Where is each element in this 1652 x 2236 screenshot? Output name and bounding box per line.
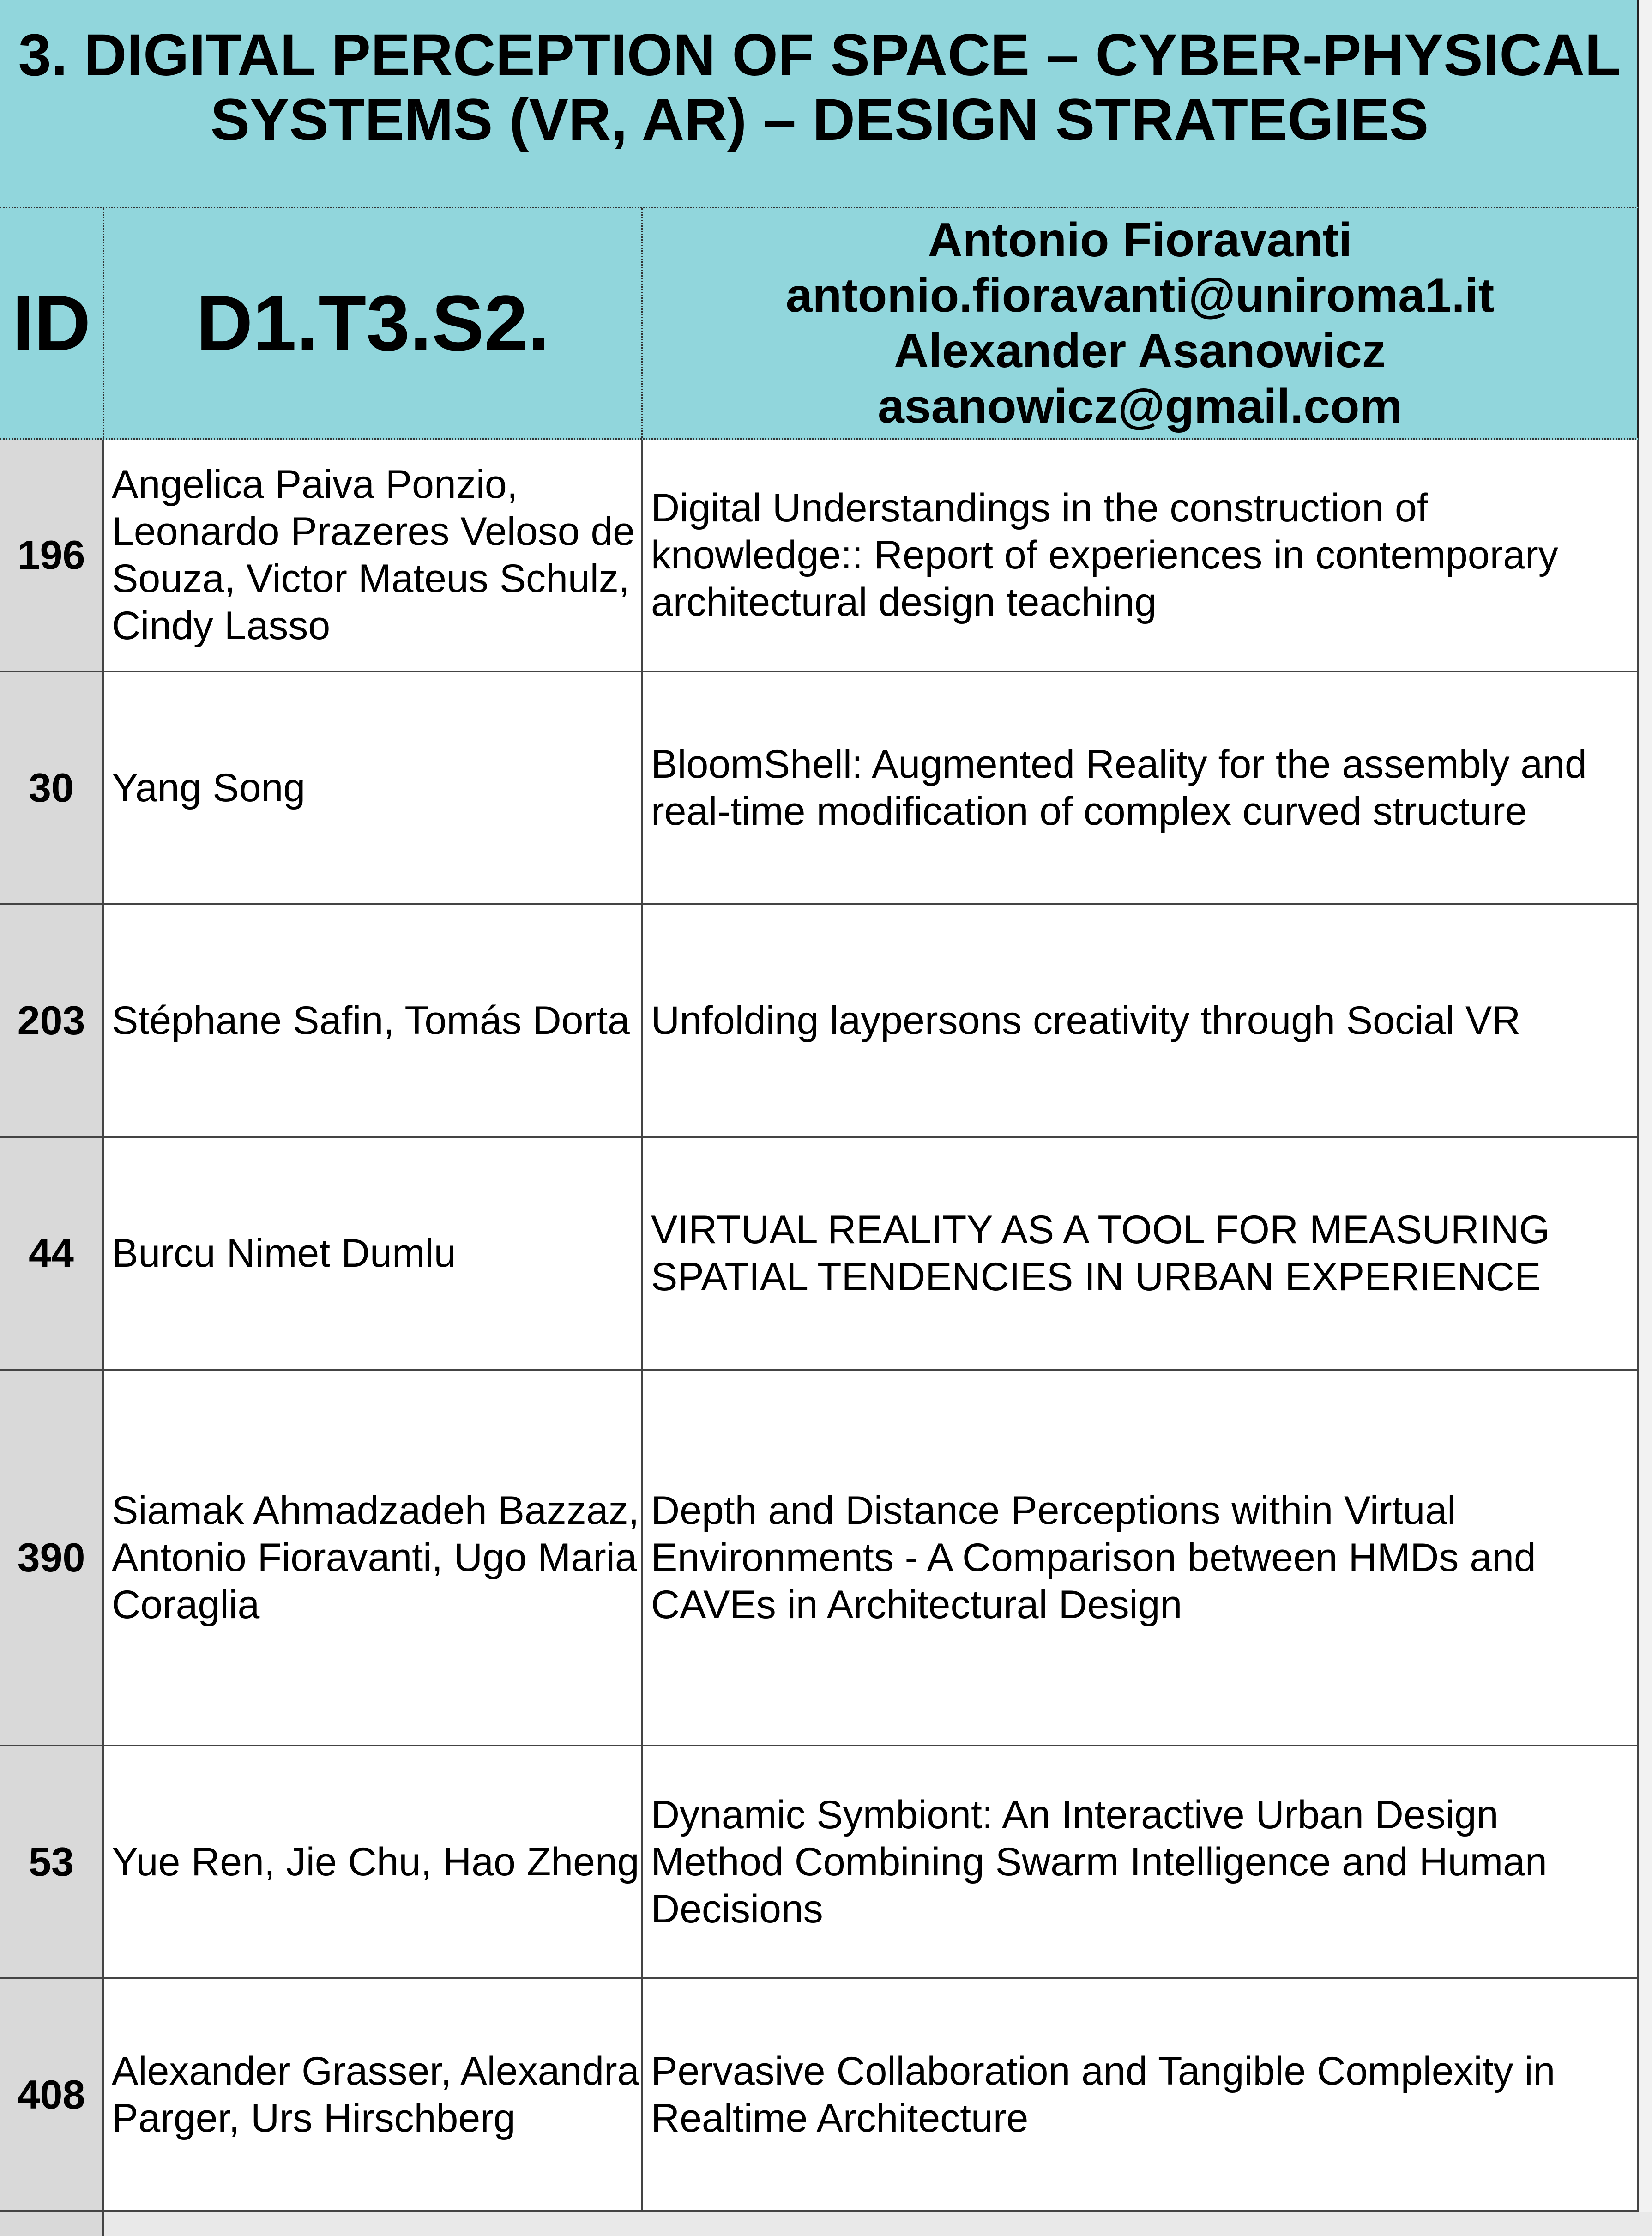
table-row [0,1746,1639,1979]
table-row [0,905,1639,1138]
table-header-row [0,207,1639,440]
paper-title: Pervasive Collaboration and Tangible Complexity in Realtime Architecture [643,1979,1639,2210]
paper-id: 203 [0,905,104,1136]
paper-authors: Yue Ren, Jie Chu, Hao Zheng [104,1746,643,1977]
paper-authors: Burcu Nimet Dumlu [104,1138,643,1369]
section-title-band [0,0,1639,207]
paper-authors: Stéphane Safin, Tomás Dorta [104,905,643,1136]
paper-id: 53 [0,1746,104,1977]
paper-title: VIRTUAL REALITY AS A TOOL FOR MEASURING SPATIAL TENDENCIES IN URBAN EXPERIENCE [643,1138,1639,1369]
paper-authors: Alexander Grasser, Alexandra Parger, Urs Hirschberg [104,1979,643,2210]
paper-id: 44 [0,1138,104,1369]
chair2-name: Alexander Asanowicz [894,324,1386,378]
paper-id: 30 [0,672,104,903]
paper-id: 196 [0,440,104,671]
paper-title: Depth and Distance Perceptions within Virtual Environments - A Comparison between HMDs and CAVEs in Architectural Design [643,1371,1639,1745]
chair1-name: Antonio Fioravanti [928,213,1352,267]
paper-title: Digital Understandings in the construction of knowledge:: Report of experiences in contemporary architectural design teaching [643,440,1639,671]
paper-title: Dynamic Symbiont: An Interactive Urban Design Method Combining Swarm Intelligence and Human Decisions [643,1746,1639,1977]
papers-table [0,440,1639,2212]
next-row-edge [0,2212,1652,2236]
paper-authors: Siamak Ahmadzadeh Bazzaz, Antonio Fioravanti, Ugo Maria Coraglia [104,1371,643,1745]
table-row [0,1371,1639,1746]
paper-id: 390 [0,1371,104,1745]
paper-title: BloomShell: Augmented Reality for the assembly and real-time modification of complex curved structure [643,672,1639,903]
session-code-header: D1.T3.S2. [104,208,643,438]
chair2-email: asanowicz@gmail.com [878,380,1402,433]
paper-authors: Angelica Paiva Ponzio, Leonardo Prazeres Veloso de Souza, Victor Mateus Schulz, Cindy Lasso [104,440,643,671]
id-column-header: ID [0,208,104,438]
paper-id: 408 [0,1979,104,2210]
table-row [0,1138,1639,1371]
table-row [0,672,1639,905]
table-row [0,1979,1639,2212]
chair1-email: antonio.fioravanti@uniroma1.it [785,269,1495,322]
paper-authors: Yang Song [104,672,643,903]
next-row-id-cell [0,2212,104,2236]
paper-title: Unfolding laypersons creativity through Social VR [643,905,1639,1136]
session-chairs-header [643,208,1639,438]
table-row [0,440,1639,672]
section-title: 3. DIGITAL PERCEPTION OF SPACE – CYBER-PHYSICAL SYSTEMS (VR, AR) – DESIGN STRATEGIES [18,22,1621,153]
